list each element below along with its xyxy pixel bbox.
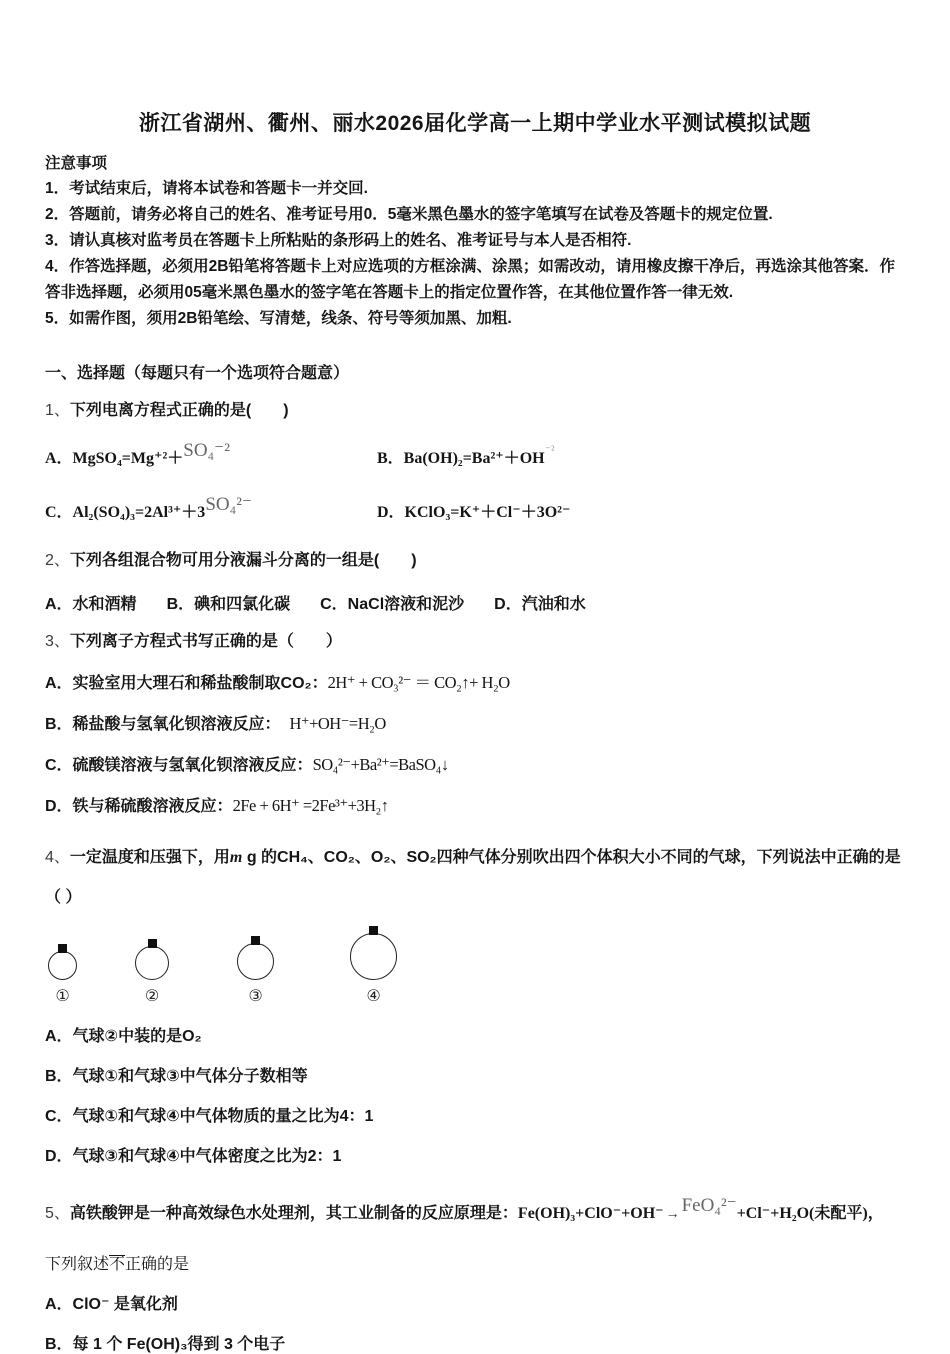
- notice-item: 3．请认真核对监考员在答题卡上所粘贴的条形码上的姓名、准考证号与本人是否相符.: [45, 232, 632, 249]
- mass-variable: m: [229, 849, 243, 866]
- question-2-text: 下列各组混合物可用分液漏斗分离的一组是( ): [69, 552, 417, 569]
- question-1-option-a: [45, 440, 377, 469]
- balloon: [237, 936, 274, 1006]
- question-3-option-b: [45, 712, 905, 736]
- question-1-option-d: [377, 499, 570, 522]
- balloon-knot-icon: [58, 944, 67, 953]
- balloon-circle: [350, 933, 397, 980]
- option-a-ion-image: SO₄⁻²: [183, 440, 230, 461]
- question-5-option-a: A．ClO⁻ 是氧化剂: [45, 1296, 178, 1313]
- question-2-option-a: A．水和酒精: [45, 596, 137, 613]
- notice-item: 5．如需作图，须用2B铅笔绘、写清楚，线条、符号等须加黑、加粗.: [45, 310, 512, 327]
- balloon-label: ③: [248, 988, 263, 1005]
- balloon: [48, 944, 77, 1006]
- option-c-text: C．硫酸镁溶液与氢氧化钡溶液反应：: [45, 757, 313, 774]
- section-heading: 一、选择题（每题只有一个选项符合题意）: [45, 365, 350, 382]
- question-1-text: 下列电离方程式正确的是( ): [69, 402, 289, 419]
- negation-overline: 不: [109, 1256, 126, 1273]
- balloon-row: [45, 926, 905, 1006]
- prompt-post: 正确的是: [125, 1256, 190, 1273]
- reaction-formula-left: Fe(OH)₃+ClO⁻+OH⁻: [517, 1205, 664, 1222]
- notice-item: 4．作答选择题，必须用2B铅笔将答题卡上对应选项的方框涂满、涂黑；如需改动，请用橡皮擦干净后，再选涂其他答案．作答非选择题，必须用05毫米黑色墨水的签字笔在答题卡上的指定位置作答，在其他位置作答一律无效.: [45, 258, 895, 301]
- option-c-equation: SO₄²⁻+Ba²⁺=BaSO₄↓: [312, 755, 449, 774]
- question-2-option-b: B．碘和四氯化碳: [166, 596, 291, 613]
- option-b-equation: H⁺+OH⁻=H₂O: [289, 714, 386, 733]
- prompt-pre: 下列叙述: [45, 1256, 110, 1273]
- question-2-options: [45, 591, 905, 614]
- question-4-stem: [45, 838, 905, 918]
- reaction-formula-right: +Cl⁻+H₂O(未配平)，: [736, 1205, 884, 1222]
- question-5-option-b: B．每 1 个 Fe(OH)₃得到 3 个电子: [45, 1336, 286, 1353]
- option-b-superscript: ⁻²: [544, 443, 555, 457]
- balloon-label: ①: [55, 988, 70, 1005]
- option-a-text: A．实验室用大理石和稀盐酸制取CO₂：: [45, 675, 328, 692]
- option-d-equation: 2Fe + 6H⁺ =2Fe³⁺+3H₂↑: [232, 796, 389, 815]
- balloon: [350, 926, 397, 1006]
- question-2-stem: [45, 549, 905, 573]
- question-1-stem: [45, 399, 905, 423]
- notice-item: 2．答题前，请务必将自己的姓名、准考证号用0．5毫米黑色墨水的签字笔填写在试卷及答题卡的规定位置.: [45, 206, 773, 223]
- option-a-equation: 2H⁺ + CO₃²⁻ ＝ CO₂↑+ H₂O: [327, 673, 510, 692]
- notice-heading: 注意事项: [45, 155, 108, 172]
- question-4-text-pre: 一定温度和压强下，用: [69, 849, 230, 866]
- question-3-text: 下列离子方程式书写正确的是（ ）: [69, 633, 342, 650]
- option-b-text: B．稀盐酸与氢氧化钡溶液反应：: [45, 716, 290, 733]
- balloon-knot-icon: [369, 926, 378, 935]
- balloon-circle: [135, 946, 169, 980]
- question-1-number: 1、: [45, 402, 70, 419]
- question-3-stem: [45, 630, 905, 654]
- question-5-text: 高铁酸钾是一种高效绿色水处理剂，其工业制备的反应原理是：: [69, 1205, 518, 1222]
- question-4-number: 4、: [45, 849, 70, 866]
- balloon-label: ②: [144, 988, 160, 1005]
- question-2-number: 2、: [45, 552, 70, 569]
- balloon-knot-icon: [251, 936, 260, 945]
- balloon: [135, 939, 169, 1006]
- question-1-options-row-2: [45, 494, 905, 523]
- question-4-text-post: g 的CH₄、CO₂、O₂、SO₂四种气体分别吹出四个体积大小不同的气球，下列说法中正确的是（ ）: [45, 849, 901, 906]
- option-a-formula: A．MgSO₄=Mg⁺²＋: [45, 450, 184, 467]
- option-d-formula: D．KClO₃=K⁺＋Cl⁻＋3O²⁻: [377, 504, 571, 521]
- page-title: 浙江省湖州、衢州、丽水2026届化学高一上期中学业水平测试模拟试题: [138, 112, 812, 135]
- question-2-option-c: C．NaCl溶液和泥沙: [320, 596, 465, 613]
- question-3-option-d: [45, 794, 905, 818]
- reaction-arrow: →: [665, 1205, 680, 1221]
- question-5-stem: [45, 1196, 905, 1231]
- ferrate-ion-image: FeO₄²⁻: [681, 1195, 737, 1216]
- question-4-option-b: B．气球①和气球③中气体分子数相等: [45, 1068, 308, 1085]
- balloon-circle: [237, 943, 274, 980]
- question-1-option-b: [377, 445, 555, 468]
- balloon-label: ④: [366, 988, 381, 1005]
- balloon-knot-icon: [148, 939, 157, 948]
- option-c-formula: C．Al₂(SO₄)₃=2Al³⁺＋3: [45, 504, 206, 521]
- option-d-text: D．铁与稀硫酸溶液反应：: [45, 798, 233, 815]
- question-4-option-c: C．气球①和气球④中气体物质的量之比为4：1: [45, 1108, 374, 1125]
- balloon-circle: [48, 951, 77, 980]
- question-5-prompt: [45, 1251, 905, 1274]
- option-c-ion-image: SO₄²⁻: [205, 494, 252, 515]
- question-2-option-d: D．汽油和水: [494, 596, 586, 613]
- question-3-number: 3、: [45, 633, 70, 650]
- option-b-formula: B．Ba(OH)₂=Ba²⁺＋OH: [377, 450, 545, 467]
- question-4-option-a: A．气球②中装的是O₂: [45, 1028, 202, 1045]
- question-3-option-a: [45, 671, 905, 695]
- question-5-number: 5、: [45, 1205, 70, 1222]
- question-1-option-c: [45, 494, 377, 523]
- notice-item: 1．考试结束后，请将本试卷和答题卡一并交回.: [45, 180, 368, 197]
- question-1-options-row-1: [45, 440, 905, 469]
- question-4-option-d: D．气球③和气球④中气体密度之比为2：1: [45, 1148, 342, 1165]
- question-3-option-c: [45, 753, 905, 777]
